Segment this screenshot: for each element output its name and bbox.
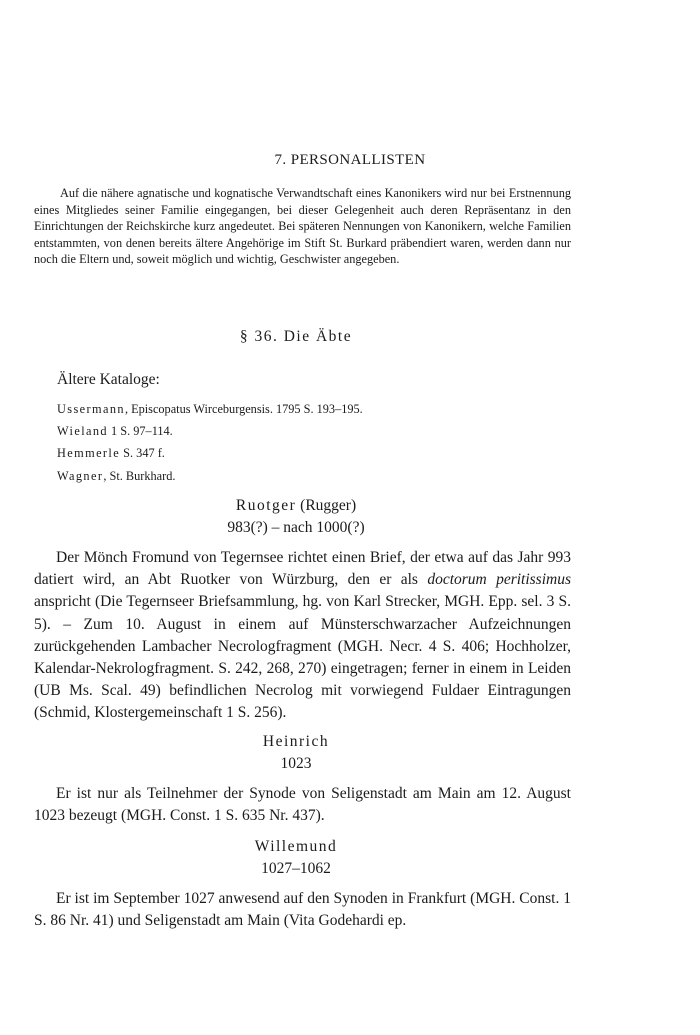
catalog-item: [57, 442, 363, 464]
catalog-reference: , Episcopatus Wirceburgensis. 1795 S. 193–195.: [124, 402, 363, 416]
catalog-author: Wagner: [57, 468, 104, 483]
abbot-dates: 1023: [280, 755, 312, 772]
catalog-reference: 1 S. 97–114.: [107, 424, 173, 439]
catalog-item: [57, 398, 363, 420]
intro-paragraph: Auf die nähere agnatische und kognatische Verwandtschaft eines Kanonikers wird nur bei Erstnennung eines Mitgliedes seiner Familie eingegangen, bei dieser Gelegenheit auch deren Repräsentanz in den Einrichtungen der Reichskirche kurz angedeutet. Bei späteren Nennungen von Kanonikern, welche Familien entstammten, von denen bereits ältere Angehörige im Stift St. Burkard präbendiert waren, werden dann nur noch die Eltern und, soweit möglich und wichtig, Geschwister angegeben.: [34, 186, 571, 267]
abbot-name: [0, 733, 592, 751]
abbot-name: [0, 838, 592, 856]
abbot-name-main: Willemund: [254, 838, 338, 855]
abbot-biography: Er ist nur als Teilnehmer der Synode von Seligenstadt am Main am 12. August 1023 bezeugt (MGH. Const. 1 S. 635 Nr. 437).: [34, 785, 571, 825]
abbot-biography: Er ist im September 1027 anwesend auf den Synoden in Frankfurt (MGH. Const. 1 S. 86 Nr. 41) und Seligenstadt am Main (Vita Godehardi ep.: [34, 890, 571, 930]
abbot-dates: 983(?) – nach 1000(?): [227, 519, 365, 536]
chapter-title: 7. PERSONALLISTEN: [274, 152, 426, 168]
biography-text: Der Mönch Fromund von Tegernsee richtet einen Brief, der etwa auf das Jahr 993 datiert wird, an Abt Ruotker von Würzburg, den er als: [34, 549, 571, 589]
catalog-list: [57, 398, 363, 487]
section-title: § 36. Die Äbte: [239, 328, 353, 345]
abbot-name: [0, 497, 592, 515]
catalog-reference: S. 347 f.: [120, 446, 165, 461]
catalog-item: [57, 465, 363, 487]
abbot-dates: 1027–1062: [261, 860, 331, 877]
abbot-name-main: Heinrich: [262, 733, 330, 750]
catalog-reference: , St. Burkhard.: [103, 468, 176, 483]
abbot-biography: [34, 547, 571, 725]
biography-text: anspricht (Die Tegernseer Briefsammlung, hg. von Karl Strecker, MGH. Epp. sel. 3 S. 5). – Zum 10. August in einem auf Münsterschwarzacher Aufzeichnungen zurückgehenden Lambacher Necrologfragment (MGH. Necr. 4 S. 406; Hochholzer, Kalendar-Nekrologfragment. S. 242, 268, 270) eingetragen; ferner in einem in Leiden (UB Ms. Scal. 49) befindlichen Necrolog mit vorwiegend Fuldaer Eintragungen (Schmid, Klostergemeinschaft 1 S. 256).: [34, 593, 571, 722]
abbot-name-variant: (Rugger): [296, 497, 357, 514]
catalog-item: [57, 420, 363, 442]
abbot-name-main: Ruotger: [235, 497, 297, 514]
catalog-author: Ussermann: [57, 402, 125, 416]
catalog-author: Hemmerle: [57, 446, 121, 461]
biography-quote: doctorum peritissimus: [427, 571, 571, 589]
catalog-author: Wieland: [57, 424, 108, 439]
catalog-heading: Ältere Kataloge:: [57, 371, 160, 388]
